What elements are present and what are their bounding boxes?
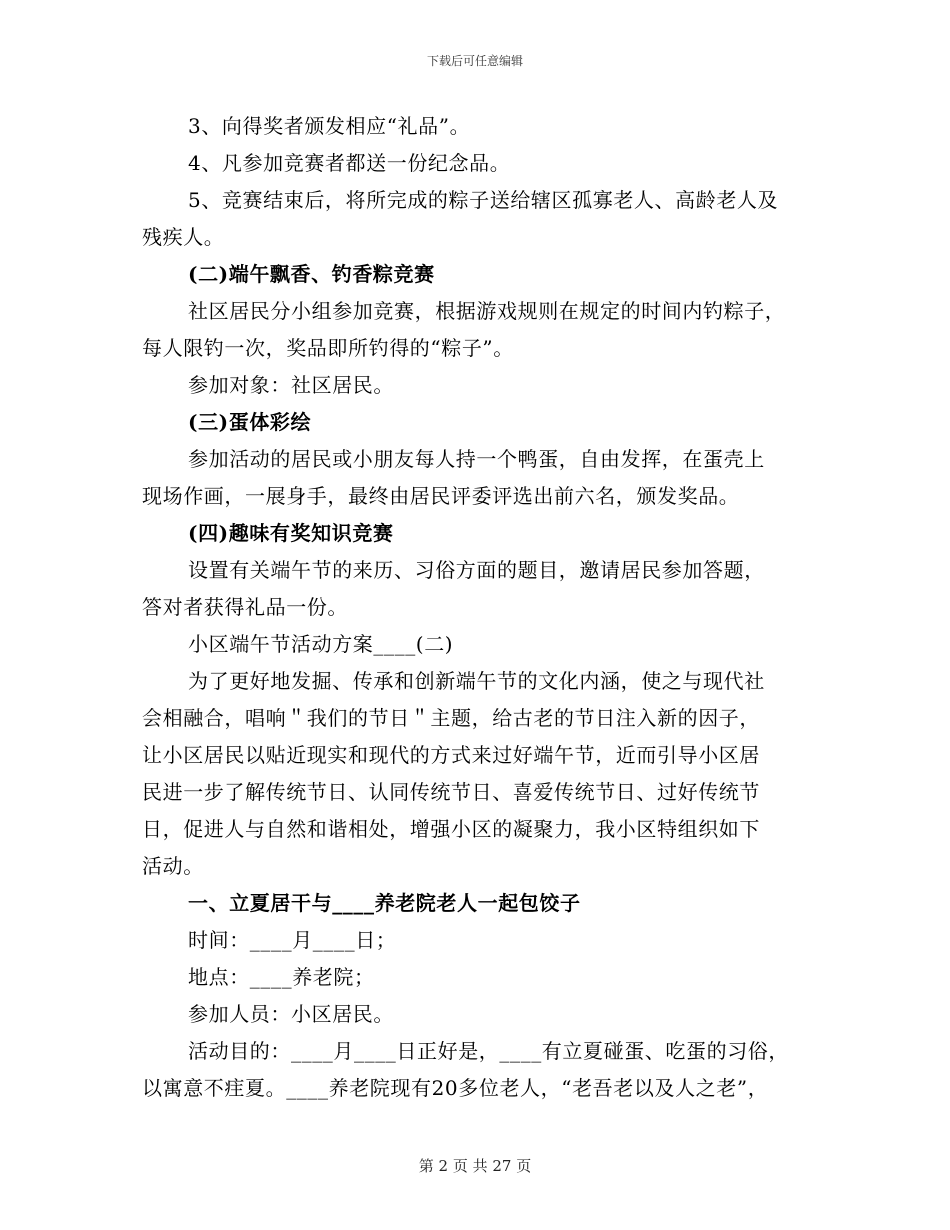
- section-heading: (三)蛋体彩绘: [188, 410, 312, 434]
- page-footer: 第 2 页 共 27 页: [418, 1157, 532, 1175]
- paragraph-line: 以寓意不疰夏。____养老院现有20多位老人，“老吾老以及人之老”，: [142, 1076, 769, 1100]
- document-title: 小区端午节活动方案____(二): [188, 632, 454, 656]
- paragraph-line: 社区居民分小组参加竞赛，根据游戏规则在规定的时间内钓粽子，: [188, 299, 786, 323]
- document-body: [142, 108, 810, 1107]
- paragraph-line: 活动目的：____月____日正好是，____有立夏碰蛋、吃蛋的习俗，: [188, 1039, 789, 1063]
- paragraph-line: 设置有关端午节的来历、习俗方面的题目，邀请居民参加答题，: [188, 558, 765, 582]
- paragraph-line: 活动。: [142, 854, 204, 878]
- list-item: 4、凡参加竞赛者都送一份纪念品。: [188, 151, 511, 175]
- paragraph-line: 参加对象：社区居民。: [188, 373, 394, 397]
- paragraph-line: 答对者获得礼品一份。: [142, 595, 348, 619]
- page-header: 下载后可任意编辑: [426, 54, 523, 68]
- paragraph-line: 参加人员：小区居民。: [188, 1002, 394, 1026]
- list-item: 5、竞赛结束后，将所完成的粽子送给辖区孤寡老人、高龄老人及: [188, 188, 779, 212]
- paragraph-line: 地点：____养老院；: [188, 965, 375, 989]
- paragraph-line: 为了更好地发掘、传承和创新端午节的文化内涵，使之与现代社: [188, 669, 765, 693]
- paragraph-line: 残疾人。: [142, 225, 225, 249]
- paragraph-line: 时间：____月____日；: [188, 928, 397, 952]
- paragraph-line: 民进一步了解传统节日、认同传统节日、喜爱传统节日、过好传统节: [142, 780, 760, 804]
- section-heading: (二)端午飘香、钓香粽竞赛: [188, 262, 435, 286]
- section-heading: (四)趣味有奖知识竞赛: [188, 521, 394, 545]
- list-item: 3、向得奖者颁发相应“礼品”。: [188, 114, 471, 138]
- section-heading: 一、立夏居干与____养老院老人一起包饺子: [188, 891, 581, 915]
- paragraph-line: 现场作画，一展身手，最终由居民评委评选出前六名，颁发奖品。: [142, 484, 740, 508]
- paragraph-line: 让小区居民以贴近现实和现代的方式来过好端午节，近而引导小区居: [142, 743, 760, 767]
- paragraph-line: 每人限钓一次，奖品即所钓得的“粽子”。: [142, 336, 514, 360]
- paragraph-line: 参加活动的居民或小朋友每人持一个鸭蛋，自由发挥，在蛋壳上: [188, 447, 765, 471]
- paragraph-line: 日，促进人与自然和谐相处，增强小区的凝聚力，我小区特组织如下: [142, 817, 760, 841]
- paragraph-line: 会相融合，唱响＂我们的节日＂主题，给古老的节日注入新的因子，: [142, 706, 760, 730]
